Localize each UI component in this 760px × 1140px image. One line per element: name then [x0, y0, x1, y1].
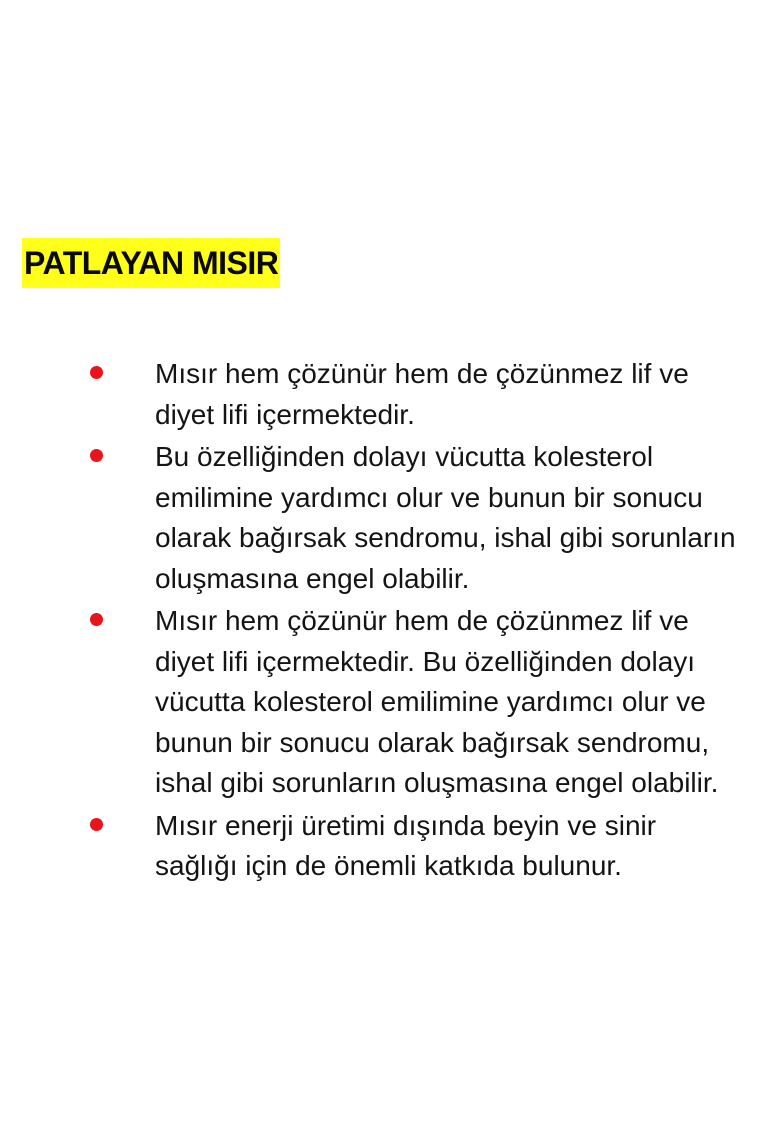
list-item	[0, 437, 760, 599]
list-item	[0, 601, 760, 804]
bullet-dot-icon	[90, 449, 103, 462]
bullet-dot-icon	[90, 366, 103, 379]
bullet-list	[0, 354, 760, 889]
bullet-text: Mısır enerji üretimi dışında beyin ve sinir sağlığı için de önemli katkıda bulunur.	[155, 809, 657, 881]
bullet-text: Mısır hem çözünür hem de çözünmez lif ve diyet lifi içermektedir.	[155, 358, 689, 430]
list-item	[0, 806, 760, 887]
list-item	[0, 354, 760, 435]
bullet-text: Mısır hem çözünür hem de çözünmez lif ve diyet lifi içermektedir. Bu özelliğinden dolayı vücutta kolesterol emilimine yardımcı olur ve bunun bir sonucu olarak bağırsak sendromu, ishal gibi sorunların oluşmasına engel olabilir.	[155, 605, 719, 798]
document-title: PATLAYAN MISIR	[22, 238, 280, 288]
bullet-text: Bu özelliğinden dolayı vücutta kolesterol emilimine yardımcı olur ve bunun bir sonucu olarak bağırsak sendromu, ishal gibi sorunların oluşmasına engel olabilir.	[155, 441, 736, 594]
bullet-dot-icon	[90, 613, 103, 626]
bullet-dot-icon	[90, 818, 103, 831]
